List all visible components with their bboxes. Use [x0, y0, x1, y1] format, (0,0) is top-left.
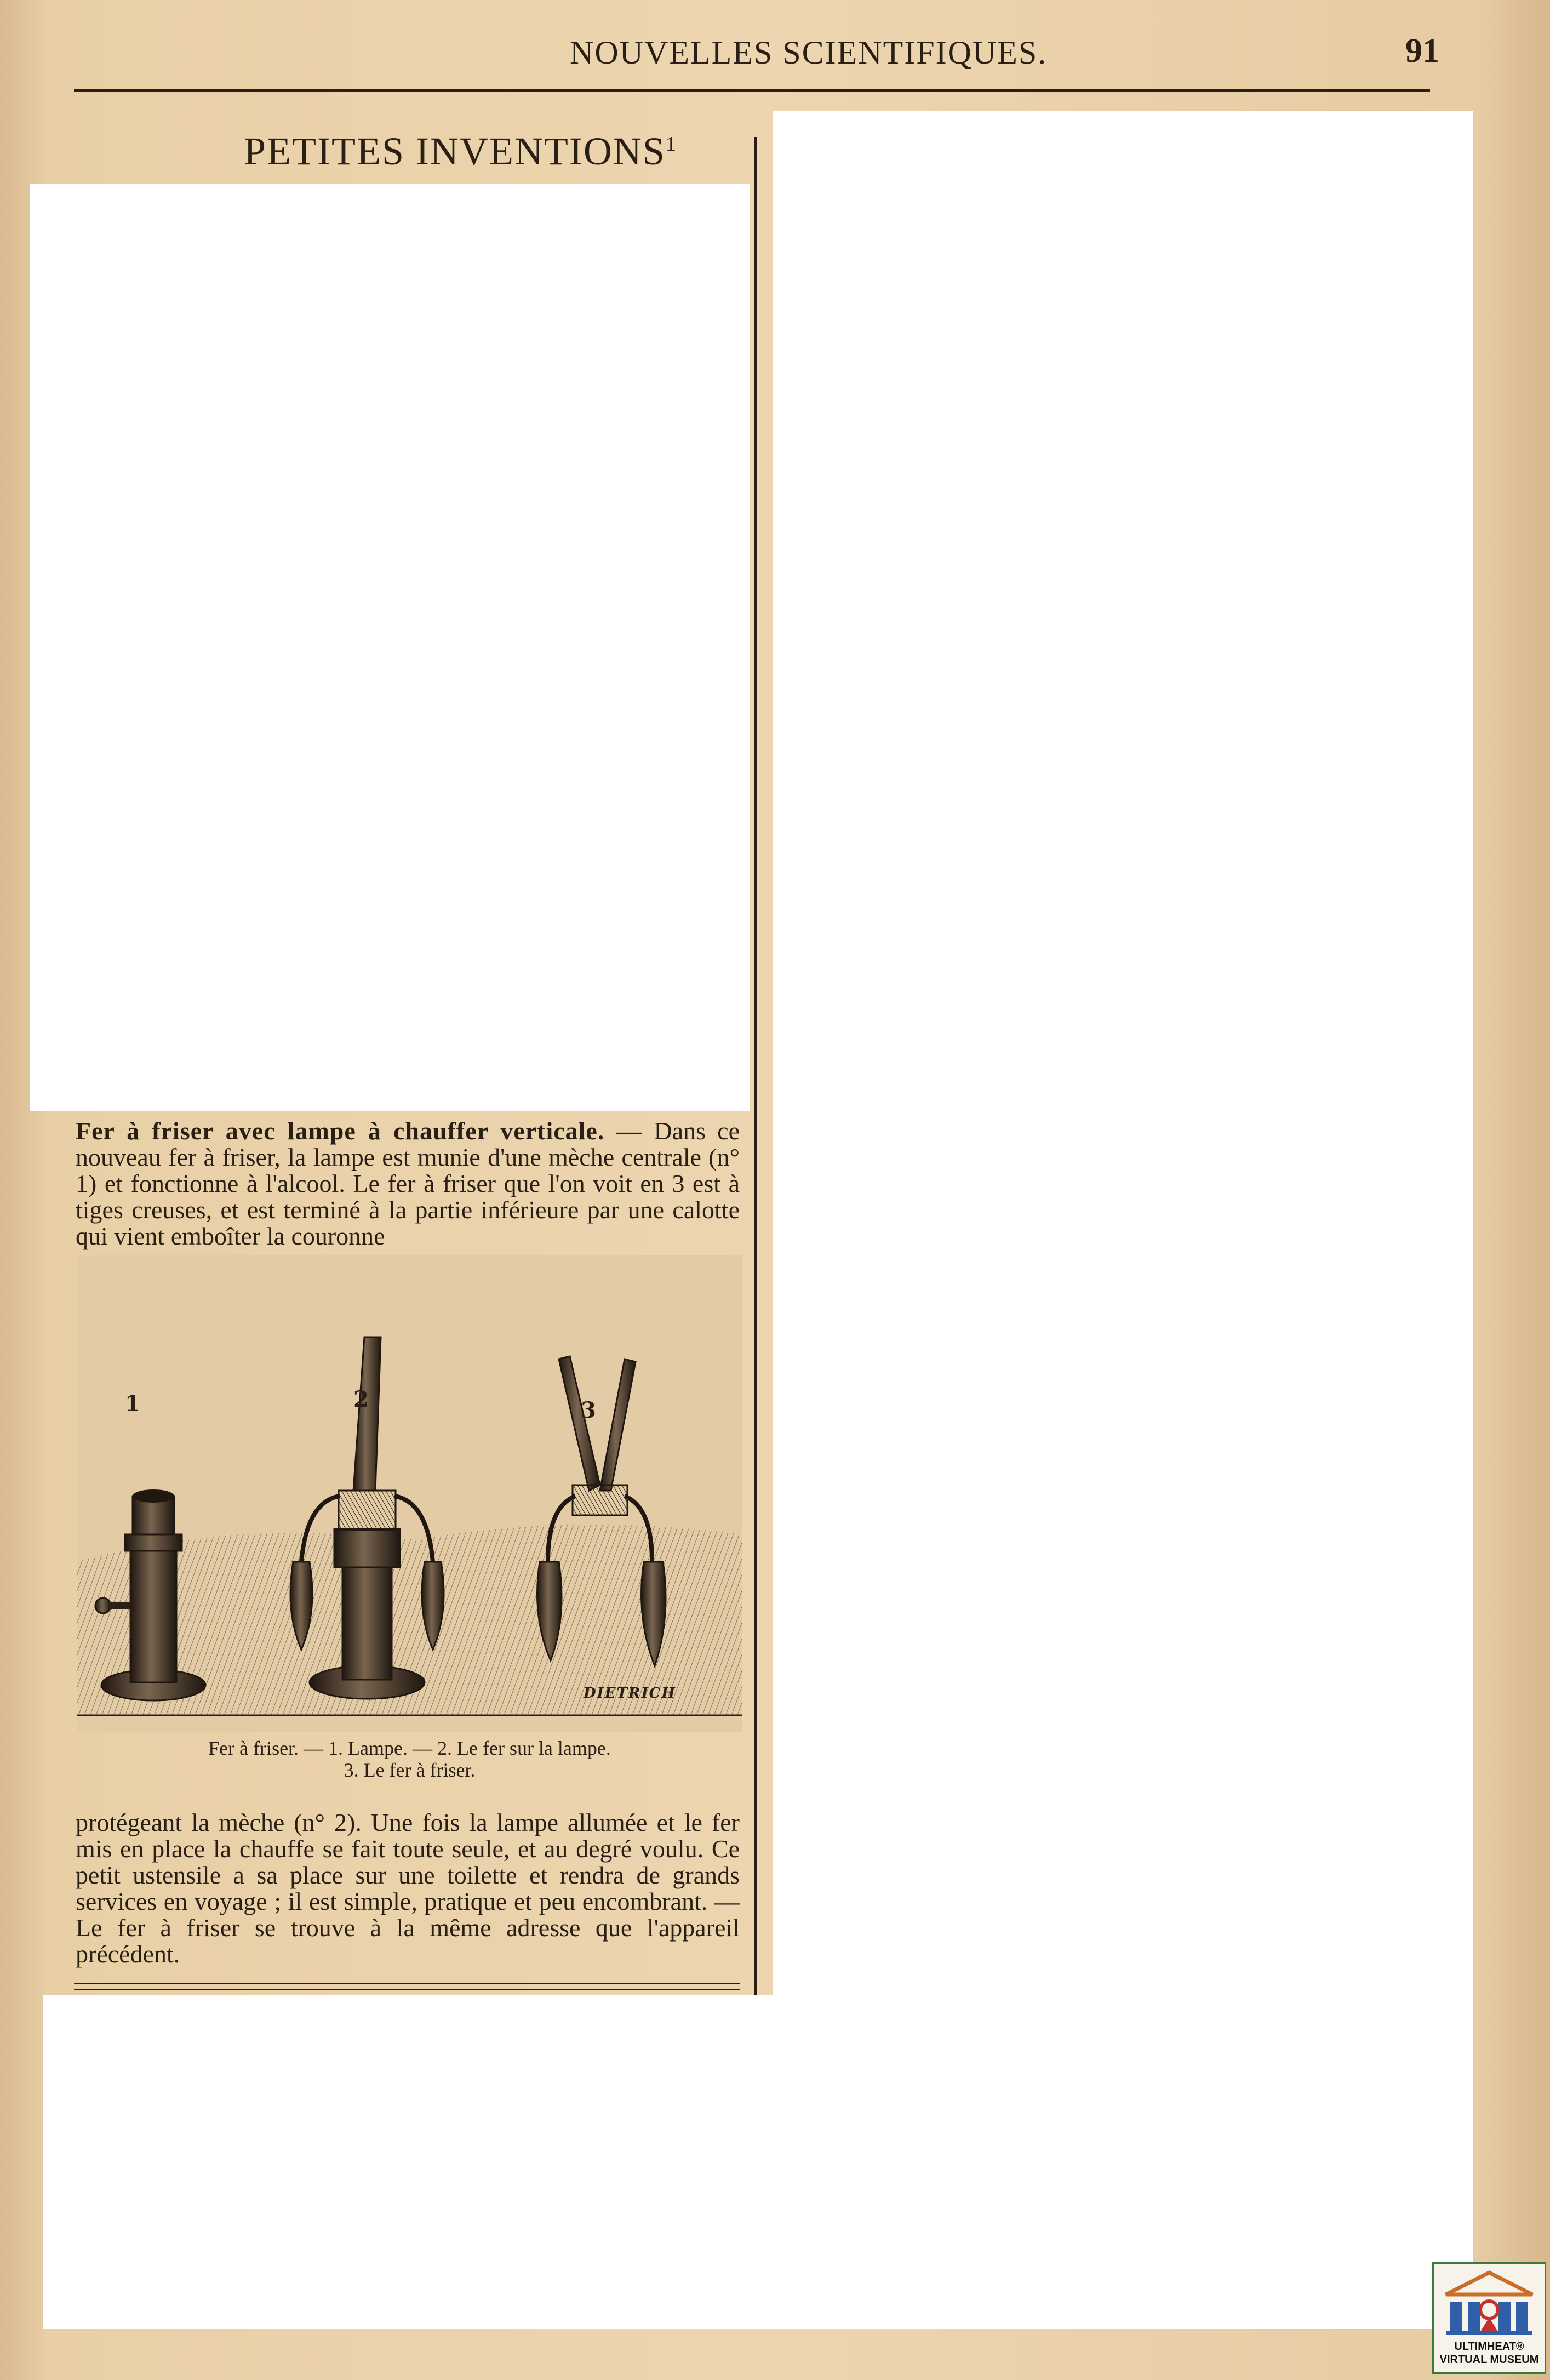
section-title: [244, 129, 677, 174]
redacted-region-left: [30, 184, 750, 1111]
logo-line-2: VIRTUAL MUSEUM: [1439, 2354, 1539, 2366]
article-paragraph-1: [76, 1118, 740, 1249]
figure-caption-line-2: 3. Le fer à friser.: [344, 1759, 476, 1781]
museum-building-icon: [1442, 2269, 1537, 2337]
figure-label-1: 1: [125, 1391, 140, 1417]
figure-label-2: 2: [353, 1386, 369, 1412]
figure-label-3: 3: [581, 1397, 596, 1423]
footer-rule: [74, 1983, 740, 1984]
museum-logo: [1432, 2262, 1546, 2374]
page-number: 91: [1405, 32, 1439, 70]
footnote-marker: 1: [665, 133, 677, 156]
column-divider: [754, 137, 757, 1995]
curling-iron-illustration: [77, 1255, 742, 1732]
footer-rule-secondary: [74, 1989, 740, 1990]
running-head: NOUVELLES SCIENTIFIQUES.: [570, 35, 1048, 71]
logo-line-1: ULTIMHEAT®: [1454, 2341, 1524, 2353]
engraving-drawing: [77, 1255, 742, 1732]
engraver-signature: DIETRICH: [584, 1685, 676, 1702]
redacted-region-bottom: [43, 1995, 1473, 2329]
section-title-text: PETITES INVENTIONS: [244, 129, 666, 173]
article-heading: Fer à friser avec lampe à chauffer verticale. —: [76, 1117, 643, 1145]
article-paragraph-2: protégeant la mèche (n° 2). Une fois la lampe allumée et le fer mis en place la chauffe se fait toute seule, et au degré voulu. Ce petit ustensile a sa place sur une toilette et rendra de grands services en voyage ; il est simple, pratique et peu encombrant. — Le fer à friser se trouve à la même adresse que l'appareil précédent.: [76, 1808, 740, 1968]
figure-caption: [77, 1737, 742, 1781]
header-rule: [74, 89, 1430, 92]
redacted-region-right: [773, 111, 1473, 1995]
figure-caption-line-1: Fer à friser. — 1. Lampe. — 2. Le fer sur la lampe.: [208, 1737, 611, 1759]
article-text-1: Dans ce nouveau fer à friser, la lampe est munie d'une mèche centrale (n° 1) et fonctionne à l'alcool. Le fer à friser que l'on voit en 3 est à tiges creuses, et est terminé à la partie inférieure par une calotte qui vient emboîter la couronne: [76, 1117, 740, 1250]
